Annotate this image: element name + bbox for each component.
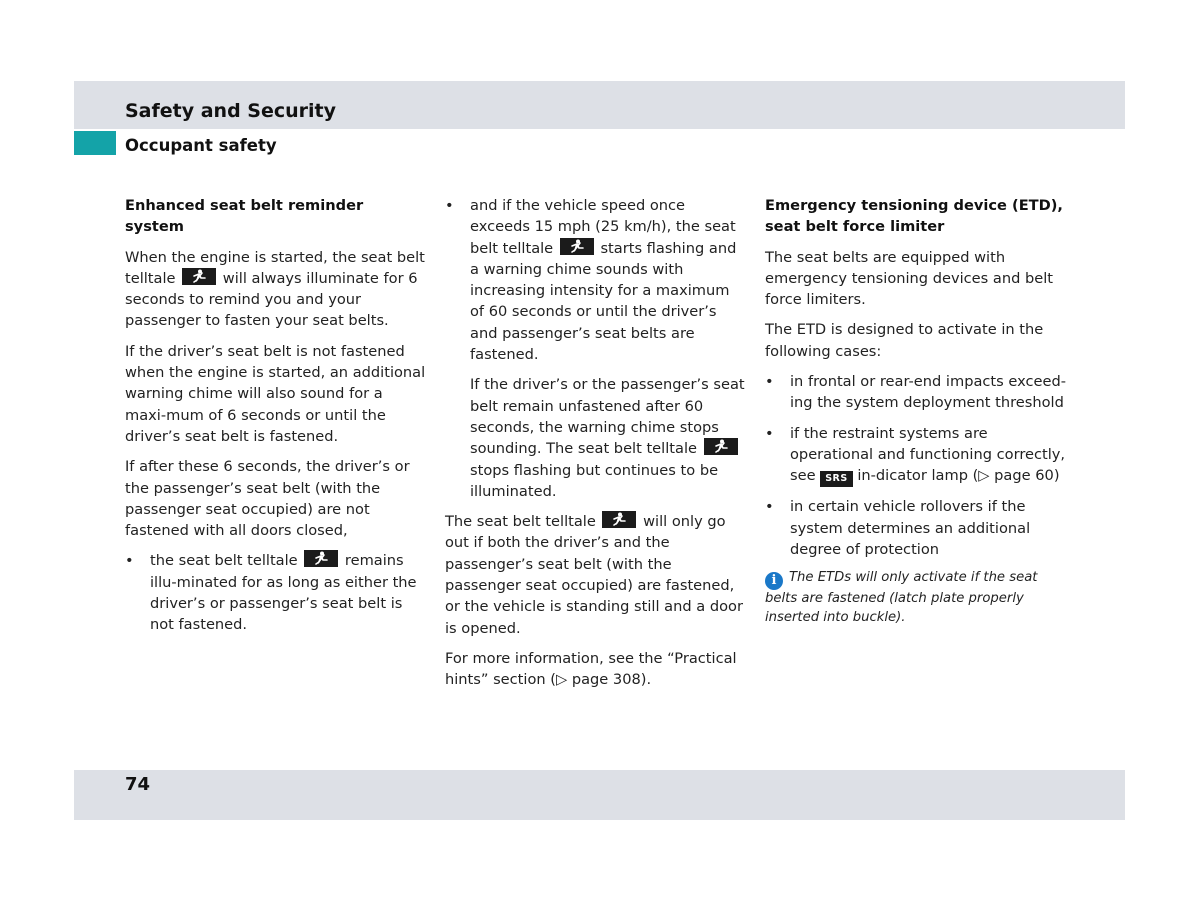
srs-indicator-icon: SRS	[820, 471, 853, 487]
paragraph	[445, 511, 747, 639]
bullet-icon: •	[765, 498, 774, 516]
seat-belt-telltale-icon	[304, 550, 338, 567]
text: will always illuminate for 6 seconds to remind you and your passenger to fasten your seat belts.	[125, 269, 418, 330]
text: and if the vehicle speed once exceeds 15 mph (25 km/h), the seat belt telltale	[470, 197, 736, 257]
column-3	[765, 195, 1070, 636]
info-icon: i	[765, 572, 783, 590]
text: if the restraint systems are operational and functioning correctly, see	[790, 424, 1066, 485]
text: will only go out if both the driver’s and the passenger’s seat belt (with the passenger seat occupied) are fastened, or the vehicle is standing still and a door is opened.	[445, 513, 743, 637]
text: in frontal or rear-end impacts exceed-ing the system deployment threshold	[790, 373, 1067, 412]
paragraph-page-reference: For more information, see the “Practical hints” section (▷ page 308).	[445, 649, 737, 689]
bullet-icon: •	[125, 552, 134, 570]
column-1	[125, 195, 427, 645]
note-text: The ETDs will only activate if the seat belts are fastened (latch plate properly inserted into buckle).	[765, 570, 1038, 625]
text: in certain vehicle rollovers if the system determines an additional degree of protection	[790, 498, 1031, 558]
list-item	[765, 371, 1070, 414]
column-2	[445, 195, 747, 700]
list-item	[445, 195, 747, 365]
subsection-title: Occupant safety	[125, 136, 277, 155]
list-item	[765, 496, 1070, 560]
bullet-icon: •	[765, 373, 774, 391]
list-item	[765, 423, 1070, 488]
seat-belt-telltale-icon	[704, 438, 738, 455]
page-number: 74	[125, 774, 151, 795]
list-item-continuation	[445, 374, 747, 502]
info-note	[765, 569, 1070, 627]
seat-belt-telltale-icon	[182, 268, 216, 285]
section-title: Safety and Security	[125, 100, 337, 122]
bullet-icon: •	[765, 424, 774, 442]
text: in-dicator lamp (▷ page 60)	[857, 467, 1060, 485]
seat-belt-telltale-icon	[560, 238, 594, 255]
text: starts flashing and a warning chime sounds with increasing intensity for a maximum of 60 seconds or until the driver’s and passenger’s seat belts are fastened.	[470, 239, 737, 364]
text: stops flashing but continues to be illuminated.	[470, 461, 719, 500]
text: If the driver’s or the passenger’s seat belt remain unfastened after 60 seconds, the warning chime stops sounding. The seat belt telltale	[470, 376, 745, 458]
paragraph: If after these 6 seconds, the driver’s or the passenger’s seat belt (with the passenger seat occupied) are not fastened with all doors closed,	[125, 458, 410, 540]
heading-etd: Emergency tensioning device (ETD), seat belt force limiter	[765, 197, 1063, 236]
text: the seat belt telltale	[150, 552, 298, 570]
list-item	[125, 550, 427, 635]
paragraph: The seat belts are equipped with emergency tensioning devices and belt force limiters.	[765, 248, 1053, 309]
seat-belt-telltale-icon	[602, 511, 636, 528]
text: When the engine is started, the seat belt telltale	[125, 248, 425, 287]
paragraph: The ETD is designed to activate in the following cases:	[765, 321, 1044, 360]
heading-seat-belt-reminder: Enhanced seat belt reminder system	[125, 197, 364, 236]
paragraph: If the driver’s seat belt is not fastened when the engine is started, an additional warning chime will also sound for a maxi-mum of 6 seconds or until the driver’s seat belt is fastened.	[125, 342, 426, 445]
paragraph	[125, 247, 427, 332]
section-accent-block	[74, 131, 116, 155]
bullet-icon: •	[445, 197, 454, 214]
footer-band	[74, 770, 1125, 820]
text: remains illu-minated for as long as either the driver’s or passenger’s seat belt is not fastened.	[150, 552, 417, 634]
text: The seat belt telltale	[445, 513, 596, 531]
